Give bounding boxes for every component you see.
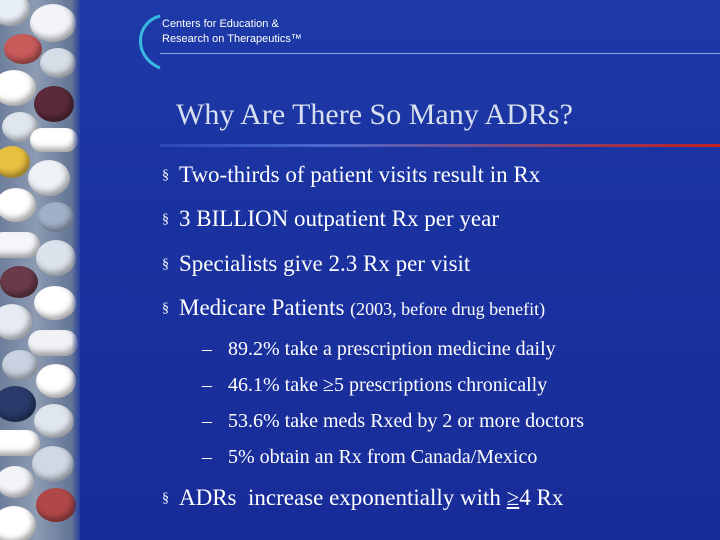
sub-bullet-item bbox=[202, 374, 547, 397]
bullet-marker: § bbox=[162, 301, 169, 316]
org-name-line2: Research on Therapeutics™ bbox=[162, 33, 302, 45]
bullet-symbol-underlined: ≥ bbox=[506, 485, 520, 510]
bullet-text-end: 4 Rx bbox=[519, 485, 564, 510]
slide-title: Why Are There So Many ADRs? bbox=[176, 98, 573, 131]
bullet-marker: § bbox=[162, 212, 169, 227]
bullet-marker: § bbox=[162, 168, 169, 183]
header-rule bbox=[160, 53, 720, 54]
sub-bullet-item bbox=[202, 338, 556, 361]
bullet-text: Specialists give 2.3 Rx per visit bbox=[179, 251, 471, 276]
dash-marker: – bbox=[202, 338, 212, 360]
bullet-item bbox=[162, 162, 540, 188]
org-name bbox=[162, 17, 302, 47]
sub-bullet-text: 5% obtain an Rx from Canada/Mexico bbox=[228, 446, 538, 468]
bullet-marker: § bbox=[162, 491, 169, 506]
bullet-note: (2003, before drug benefit) bbox=[350, 299, 546, 319]
dash-marker: – bbox=[202, 410, 212, 432]
title-rule bbox=[160, 144, 720, 147]
bullet-item bbox=[162, 295, 545, 321]
sub-bullet-text: 89.2% take a prescription medicine daily bbox=[228, 338, 556, 360]
bullet-item bbox=[162, 206, 499, 232]
bullet-text: ADRs increase exponentially with bbox=[179, 485, 507, 510]
dash-marker: – bbox=[202, 374, 212, 396]
sub-bullet-item bbox=[202, 410, 584, 433]
dash-marker: – bbox=[202, 446, 212, 468]
sub-bullet-item bbox=[202, 446, 537, 469]
sub-bullet-text: 46.1% take ≥5 prescriptions chronically bbox=[228, 374, 548, 396]
bullet-item bbox=[162, 251, 470, 277]
pills-photo-strip bbox=[0, 0, 80, 540]
bullet-text: 3 BILLION outpatient Rx per year bbox=[179, 206, 499, 231]
bullet-text: Medicare Patients bbox=[179, 295, 351, 320]
bullet-item bbox=[162, 485, 563, 511]
sub-bullet-text: 53.6% take meds Rxed by 2 or more doctors bbox=[228, 410, 585, 432]
bullet-text: Two-thirds of patient visits result in Rx bbox=[179, 162, 541, 187]
org-name-line1: Centers for Education & bbox=[162, 18, 279, 30]
bullet-marker: § bbox=[162, 257, 169, 272]
